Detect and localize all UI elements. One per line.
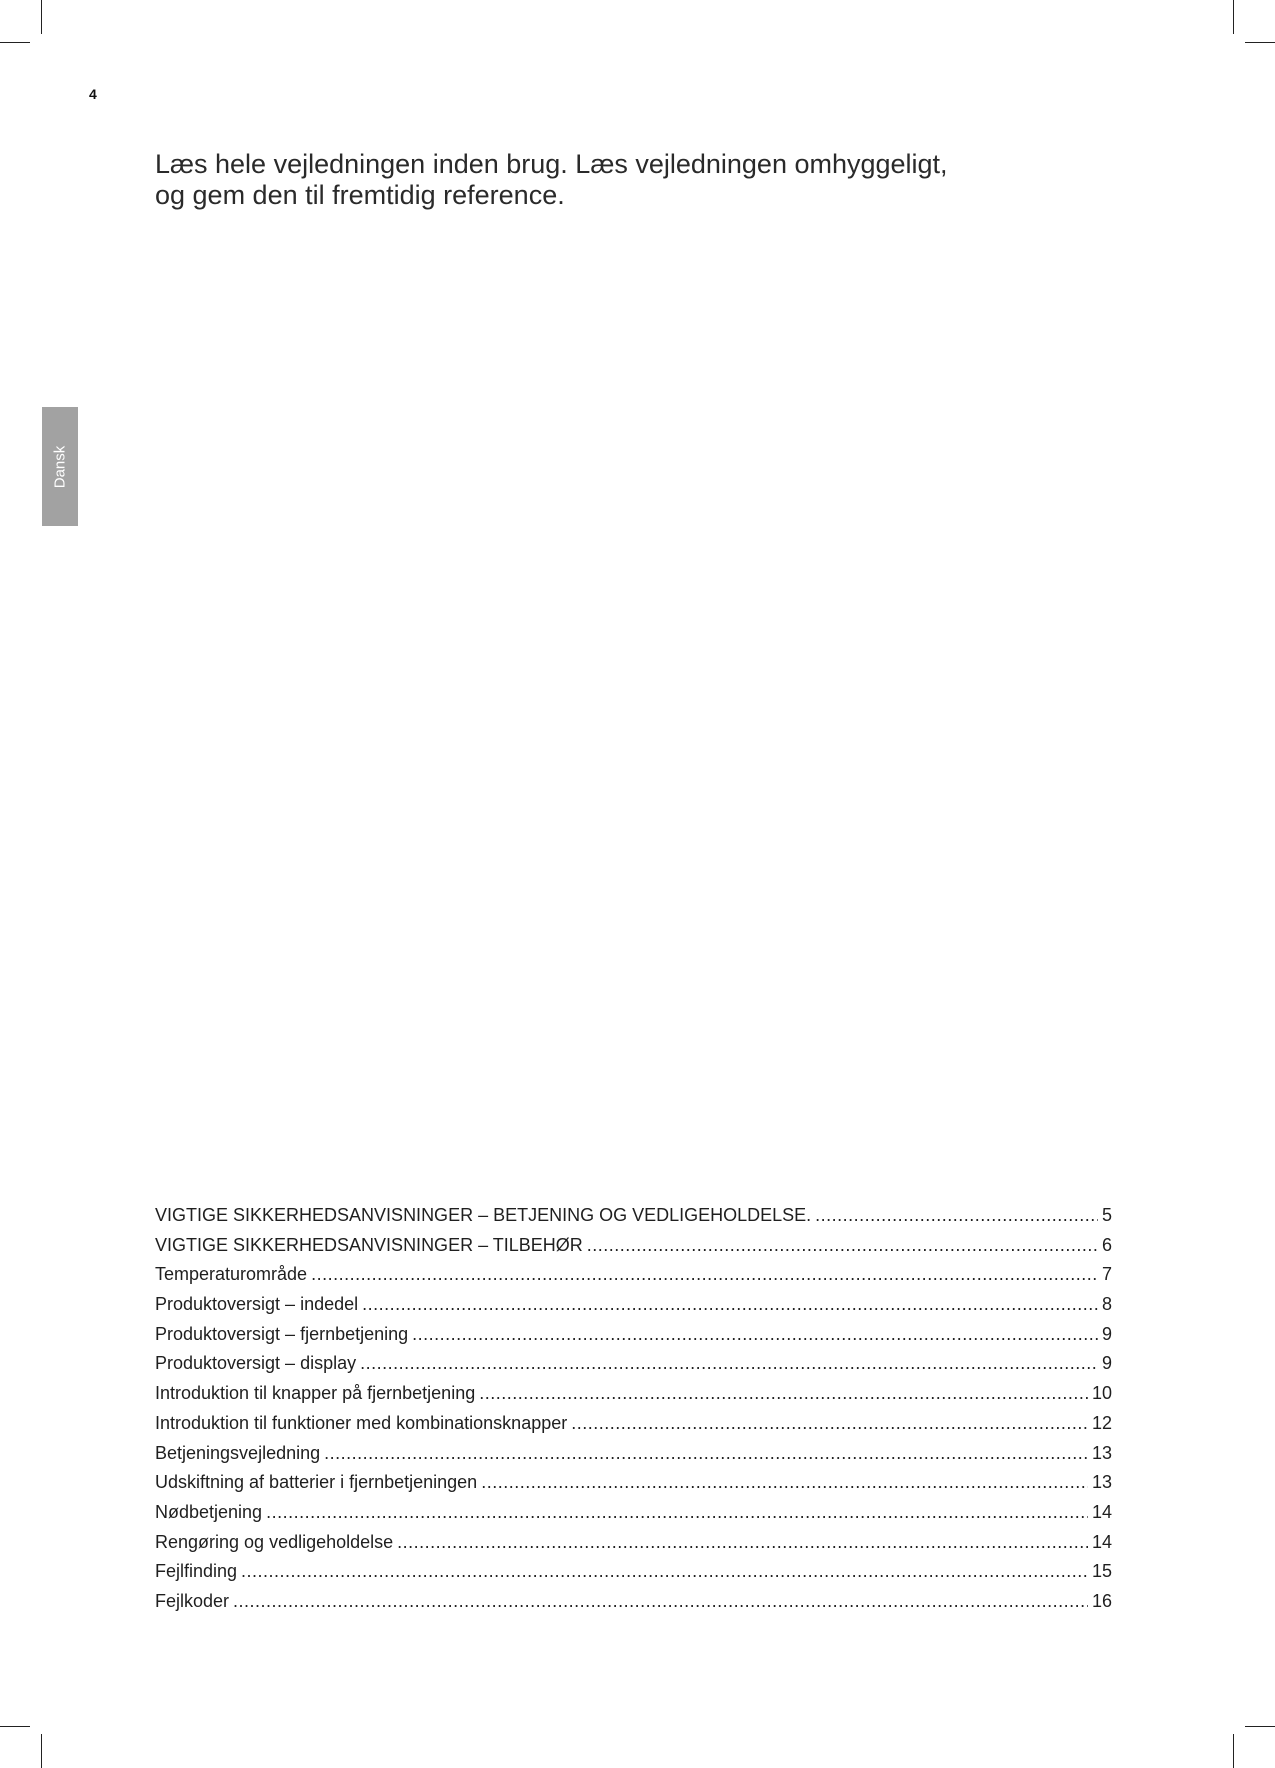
table-of-contents	[155, 1205, 1112, 1621]
toc-entry-title: Fejlfinding	[155, 1561, 238, 1582]
toc-entry-title: Rengøring og vedligeholdelse	[155, 1531, 394, 1552]
toc-entry[interactable]	[155, 1235, 1112, 1265]
toc-entry[interactable]	[155, 1294, 1112, 1324]
toc-entry-page: 13	[1091, 1472, 1112, 1493]
toc-dot-leader	[360, 1353, 1098, 1374]
intro-text	[155, 149, 1055, 211]
toc-entry-page: 8	[1101, 1294, 1112, 1315]
toc-entry[interactable]	[155, 1205, 1112, 1235]
toc-entry[interactable]	[155, 1591, 1112, 1621]
intro-line-1: Læs hele vejledningen inden brug. Læs vejledningen omhyggeligt,	[155, 149, 948, 179]
toc-entry-title: Fejlkoder	[155, 1590, 230, 1611]
language-tab	[42, 407, 78, 526]
toc-entry[interactable]	[155, 1561, 1112, 1591]
toc-entry[interactable]	[155, 1264, 1112, 1294]
crop-mark-top-left-horizontal	[0, 42, 30, 43]
toc-entry-title: Udskiftning af batterier i fjernbetjeningen	[155, 1472, 478, 1493]
crop-mark-top-right-horizontal	[1245, 42, 1275, 43]
toc-dot-leader	[397, 1532, 1088, 1553]
toc-entry-page: 10	[1091, 1383, 1112, 1404]
page-number: 4	[89, 86, 97, 102]
toc-entry-page: 5	[1101, 1205, 1112, 1225]
toc-dot-leader	[571, 1413, 1088, 1434]
toc-entry[interactable]	[155, 1443, 1112, 1473]
toc-entry-page: 13	[1091, 1442, 1112, 1463]
toc-entry[interactable]	[155, 1532, 1112, 1562]
toc-entry-title: Produktoversigt – fjernbetjening	[155, 1323, 409, 1344]
toc-entry[interactable]	[155, 1383, 1112, 1413]
toc-entry[interactable]	[155, 1353, 1112, 1383]
toc-entry-title: Introduktion til knapper på fjernbetjening	[155, 1383, 476, 1404]
toc-entry[interactable]	[155, 1502, 1112, 1532]
toc-entry-page: 14	[1091, 1531, 1112, 1552]
toc-dot-leader	[241, 1561, 1088, 1582]
crop-mark-bottom-left-vertical	[41, 1734, 42, 1768]
toc-entry-title: Introduktion til funktioner med kombinationsknapper	[155, 1412, 568, 1433]
toc-entry-title: VIGTIGE SIKKERHEDSANVISNINGER – BETJENING OG VEDLIGEHOLDELSE.	[155, 1205, 812, 1225]
crop-mark-bottom-right-vertical	[1233, 1734, 1234, 1768]
toc-dot-leader	[324, 1443, 1088, 1464]
toc-entry-page: 12	[1091, 1412, 1112, 1433]
language-tab-label: Dansk	[51, 445, 69, 488]
toc-entry-title: Temperaturområde	[155, 1264, 308, 1285]
toc-entry-title: Produktoversigt – display	[155, 1353, 357, 1374]
toc-dot-leader	[412, 1324, 1098, 1345]
toc-entry-page: 7	[1101, 1264, 1112, 1285]
toc-entry-page: 9	[1101, 1353, 1112, 1374]
toc-entry[interactable]	[155, 1324, 1112, 1354]
toc-dot-leader	[479, 1383, 1088, 1404]
toc-dot-leader	[587, 1235, 1098, 1256]
crop-mark-top-left-vertical	[41, 0, 42, 34]
toc-dot-leader	[266, 1502, 1088, 1523]
toc-entry-page: 9	[1101, 1323, 1112, 1344]
intro-line-2: og gem den til fremtidig reference.	[155, 180, 565, 210]
toc-entry-page: 6	[1101, 1234, 1112, 1255]
toc-entry-title: Betjeningsvejledning	[155, 1442, 321, 1463]
toc-entry-page: 15	[1091, 1561, 1112, 1582]
toc-entry-page: 16	[1091, 1590, 1112, 1611]
crop-mark-top-right-vertical	[1233, 0, 1234, 34]
toc-entry-title: VIGTIGE SIKKERHEDSANVISNINGER – TILBEHØR	[155, 1234, 583, 1255]
toc-dot-leader	[362, 1294, 1098, 1315]
crop-mark-bottom-left-horizontal	[0, 1726, 30, 1727]
toc-entry-page: 14	[1091, 1501, 1112, 1522]
toc-entry[interactable]	[155, 1413, 1112, 1443]
toc-dot-leader	[815, 1205, 1098, 1226]
crop-mark-bottom-right-horizontal	[1245, 1726, 1275, 1727]
toc-entry-title: Produktoversigt – indedel	[155, 1294, 359, 1315]
toc-dot-leader	[233, 1591, 1088, 1612]
toc-dot-leader	[311, 1264, 1098, 1285]
toc-dot-leader	[481, 1472, 1088, 1493]
toc-entry-title: Nødbetjening	[155, 1501, 263, 1522]
toc-entry[interactable]	[155, 1472, 1112, 1502]
